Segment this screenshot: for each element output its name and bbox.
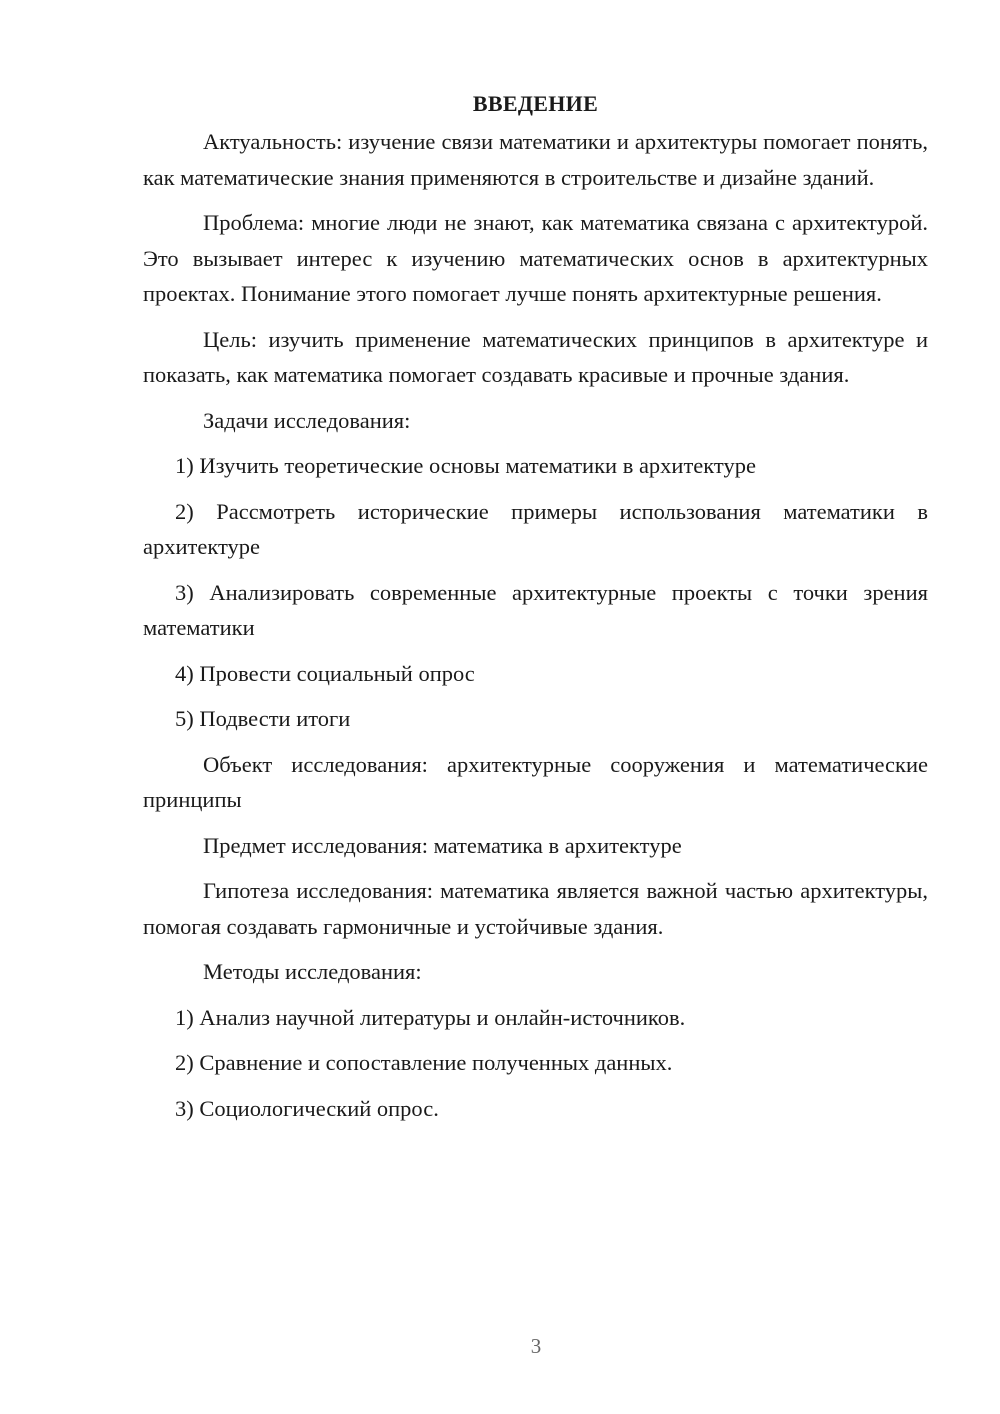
method-item-2: 2) Сравнение и сопоставление полученных данных. — [175, 1050, 673, 1075]
task-item-2: 2) Рассмотреть исторические примеры использования математики в архитектуре — [143, 498, 928, 559]
document-page — [143, 90, 928, 1136]
paragraph-problem: Проблема: многие люди не знают, как математика связана с архитектурой. Это вызывает интерес к изучению математических основ в архитектурных проектах. Понимание этого помогает лучше понять архитектурные решения. — [143, 210, 928, 306]
paragraph-relevance: Актуальность: изучение связи математики и архитектуры помогает понять, как математические знания применяются в строительстве и дизайне зданий. — [143, 129, 928, 190]
method-item-3: 3) Социологический опрос. — [175, 1095, 439, 1121]
tasks-heading: Задачи исследования: — [203, 407, 411, 433]
paragraph-goal: Цель: изучить применение математических принципов в архитектуре и показать, как математика помогает создавать красивые и прочные здания. — [143, 326, 928, 387]
paragraph-subject: Предмет исследования: математика в архитектуре — [203, 832, 682, 858]
methods-heading: Методы исследования: — [203, 959, 422, 984]
task-item-1: 1) Изучить теоретические основы математики в архитектуре — [175, 453, 756, 478]
method-item-1: 1) Анализ научной литературы и онлайн-источников. — [175, 1004, 686, 1030]
paragraph-object: Объект исследования: архитектурные сооружения и математические принципы — [143, 751, 928, 812]
task-item-4: 4) Провести социальный опрос — [175, 660, 475, 686]
page-number: 3 — [530, 1334, 542, 1358]
page-title: ВВЕДЕНИЕ — [472, 91, 599, 116]
paragraph-hypothesis: Гипотеза исследования: математика является важной частью архитектуры, помогая создавать гармоничные и устойчивые здания. — [143, 878, 928, 939]
task-item-3: 3) Анализировать современные архитектурные проекты с точки зрения математики — [143, 579, 928, 640]
task-item-5: 5) Подвести итоги — [175, 706, 351, 731]
